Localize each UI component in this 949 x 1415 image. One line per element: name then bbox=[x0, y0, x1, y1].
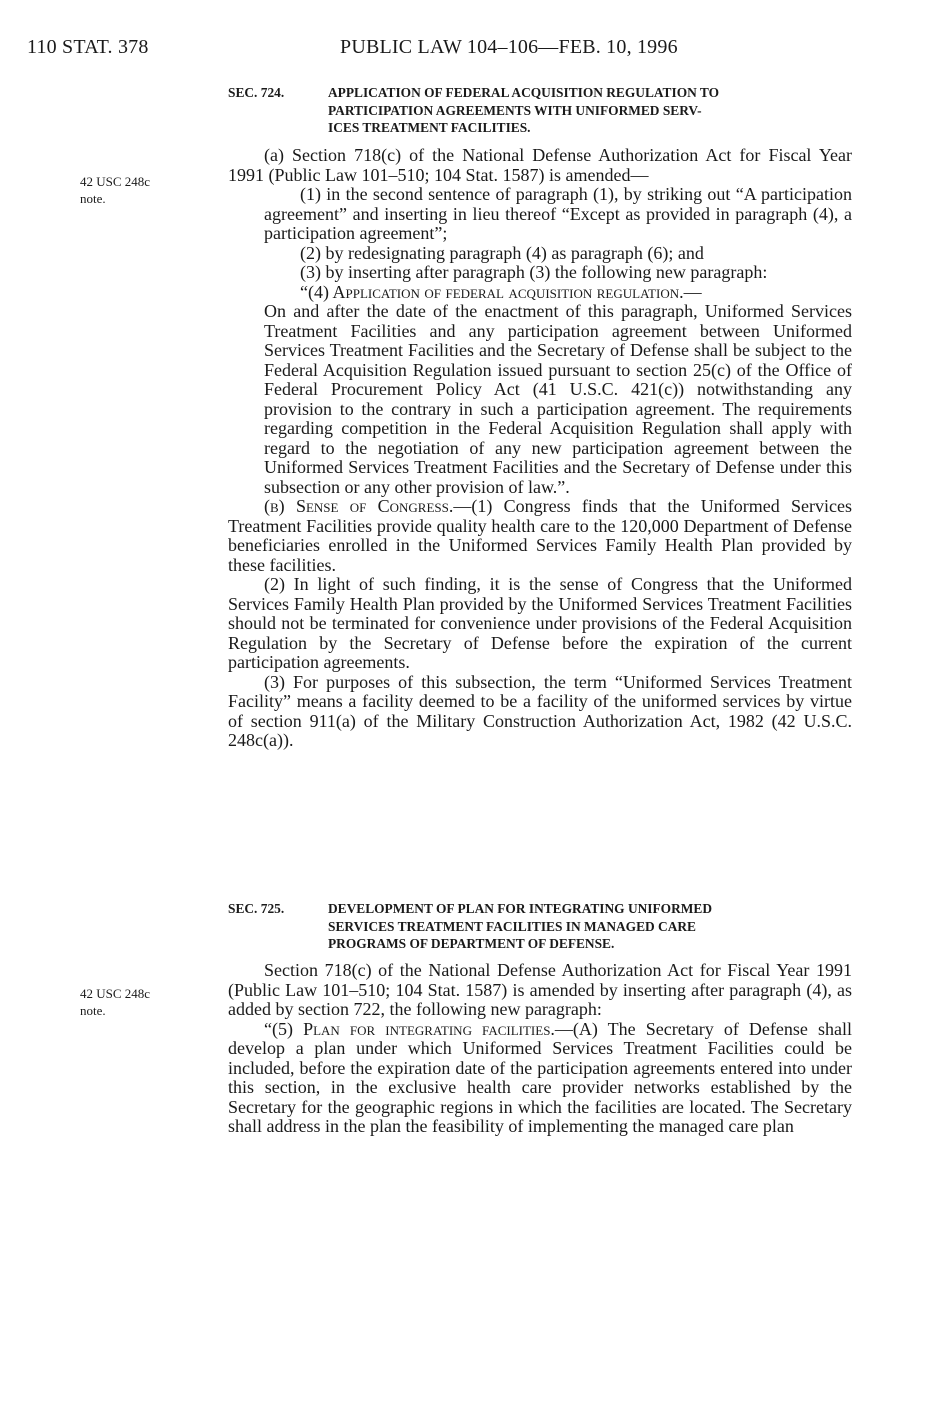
public-law-title: PUBLIC LAW 104–106—FEB. 10, 1996 bbox=[340, 36, 678, 58]
section-725-number: SEC. 725. bbox=[228, 901, 285, 916]
margin-note-citation: 42 USC 248c bbox=[80, 986, 151, 1001]
quoted-paragraph-5-text: —(A) The Secretary of Defense shall develop a plan under which Uniformed Services Treatment Facilities could be included, before the expiration date of the participation agreements entered into under this section, in the exclusive health care provider networks established by the Secretary for the geographic regions in which the facilities are located. The Secretary shall address in the plan the feasibility of implementing the managed care plan bbox=[228, 1018, 852, 1136]
section-725-heading-line: PROGRAMS OF DEPARTMENT OF DEFENSE. bbox=[328, 936, 615, 952]
subsection-b-2: (2) In light of such finding, it is the sense of Congress that the Uniformed Services Family Health Plan provided by the Uniformed Services Treatment Facilities should not be terminated for convenience under provisions of the Federal Acquisition Regulation by the Secretary of Defense before the expiration of the current participation agreements. bbox=[228, 574, 852, 672]
subsection-b-1 bbox=[228, 497, 852, 575]
section-725-intro: Section 718(c) of the National Defense Authorization Act for Fiscal Year 1991 (Public Law 101–510; 104 Stat. 1587) is amended by inserting after paragraph (4), as added by section 722, the following new paragraph: bbox=[228, 960, 852, 1019]
amendment-item-1: (1) in the second sentence of paragraph (1), by striking out “A participation agreement” and inserting in lieu thereof “Except as provided in paragraph (4), a participation agreement”; bbox=[264, 184, 852, 243]
statute-page-number: 110 STAT. 378 bbox=[27, 36, 149, 58]
quoted-paragraph-4-text: On and after the date of the enactment of this paragraph, Uniformed Services Treatment Facilities and any participation agreement between Uniformed Services Treatment Facilities and the Secretary of Defense shall be subject to the Federal Acquisition Regulation issued pursuant to section 25(c) of the Office of Federal Procurement Policy Act (41 U.S.C. 421(c)) notwithstanding any provision to the contrary in such a participation agreement. The requirements regarding competition in the Federal Acquisition Regulation shall apply with regard to the negotiation of any new participation agreement between the Uniformed Services Treatment Facilities and the Secretary of Defense under this subsection or any other provision of law.”. bbox=[264, 301, 852, 497]
quoted-paragraph-4-heading: “(4) Application of federal acquisition regulation.— bbox=[300, 281, 702, 302]
amendment-item-3: (3) by inserting after paragraph (3) the following new paragraph: bbox=[300, 262, 768, 282]
section-724-heading-line: PARTICIPATION AGREEMENTS WITH UNIFORMED SERV- bbox=[328, 102, 702, 118]
section-724-margin-note bbox=[80, 174, 200, 207]
section-724-heading-line: ICES TREATMENT FACILITIES. bbox=[328, 120, 531, 136]
subsection-a: (a) Section 718(c) of the National Defense Authorization Act for Fiscal Year 1991 (Public Law 101–510; 104 Stat. 1587) is amended— bbox=[228, 145, 852, 185]
margin-note-label: note. bbox=[80, 190, 106, 206]
running-head bbox=[0, 36, 949, 66]
section-725-heading bbox=[228, 900, 852, 953]
section-725-body bbox=[228, 961, 852, 1137]
section-724-heading bbox=[228, 84, 852, 137]
quoted-paragraph-4 bbox=[228, 283, 852, 303]
margin-note-citation: 42 USC 248c bbox=[80, 174, 151, 189]
quoted-paragraph-5 bbox=[192, 1020, 852, 1137]
section-725-margin-note bbox=[80, 986, 200, 1019]
amendment-item-2: (2) by redesignating paragraph (4) as paragraph (6); and bbox=[300, 242, 704, 263]
section-724-number: SEC. 724. bbox=[228, 85, 285, 100]
section-724-body bbox=[228, 146, 852, 751]
section-724-heading-line: APPLICATION OF FEDERAL ACQUISITION REGULATION TO bbox=[328, 85, 719, 100]
margin-note-label: note. bbox=[80, 1002, 106, 1018]
section-725-heading-line: SERVICES TREATMENT FACILITIES IN MANAGED CARE bbox=[328, 918, 696, 934]
subsection-b-1-text: —(1) Congress finds that the Uniformed Services Treatment Facilities provide quality health care to the 120,000 Department of Defense beneficiaries enrolled in the Uniformed Services Family Health Plan provided by these facilities. bbox=[228, 496, 852, 575]
subsection-b-heading: (b) Sense of Congress. bbox=[264, 496, 454, 516]
section-725-heading-line: DEVELOPMENT OF PLAN FOR INTEGRATING UNIFORMED bbox=[328, 901, 713, 916]
subsection-b-3: (3) For purposes of this subsection, the term “Uniformed Services Treatment Facility” means a facility deemed to be a facility of the uniformed services by virtue of section 911(a) of the Military Construction Authorization Act, 1982 (42 U.S.C. 248c(a)). bbox=[228, 671, 852, 750]
quoted-paragraph-5-heading: “(5) Plan for integrating facilities. bbox=[264, 1018, 555, 1039]
